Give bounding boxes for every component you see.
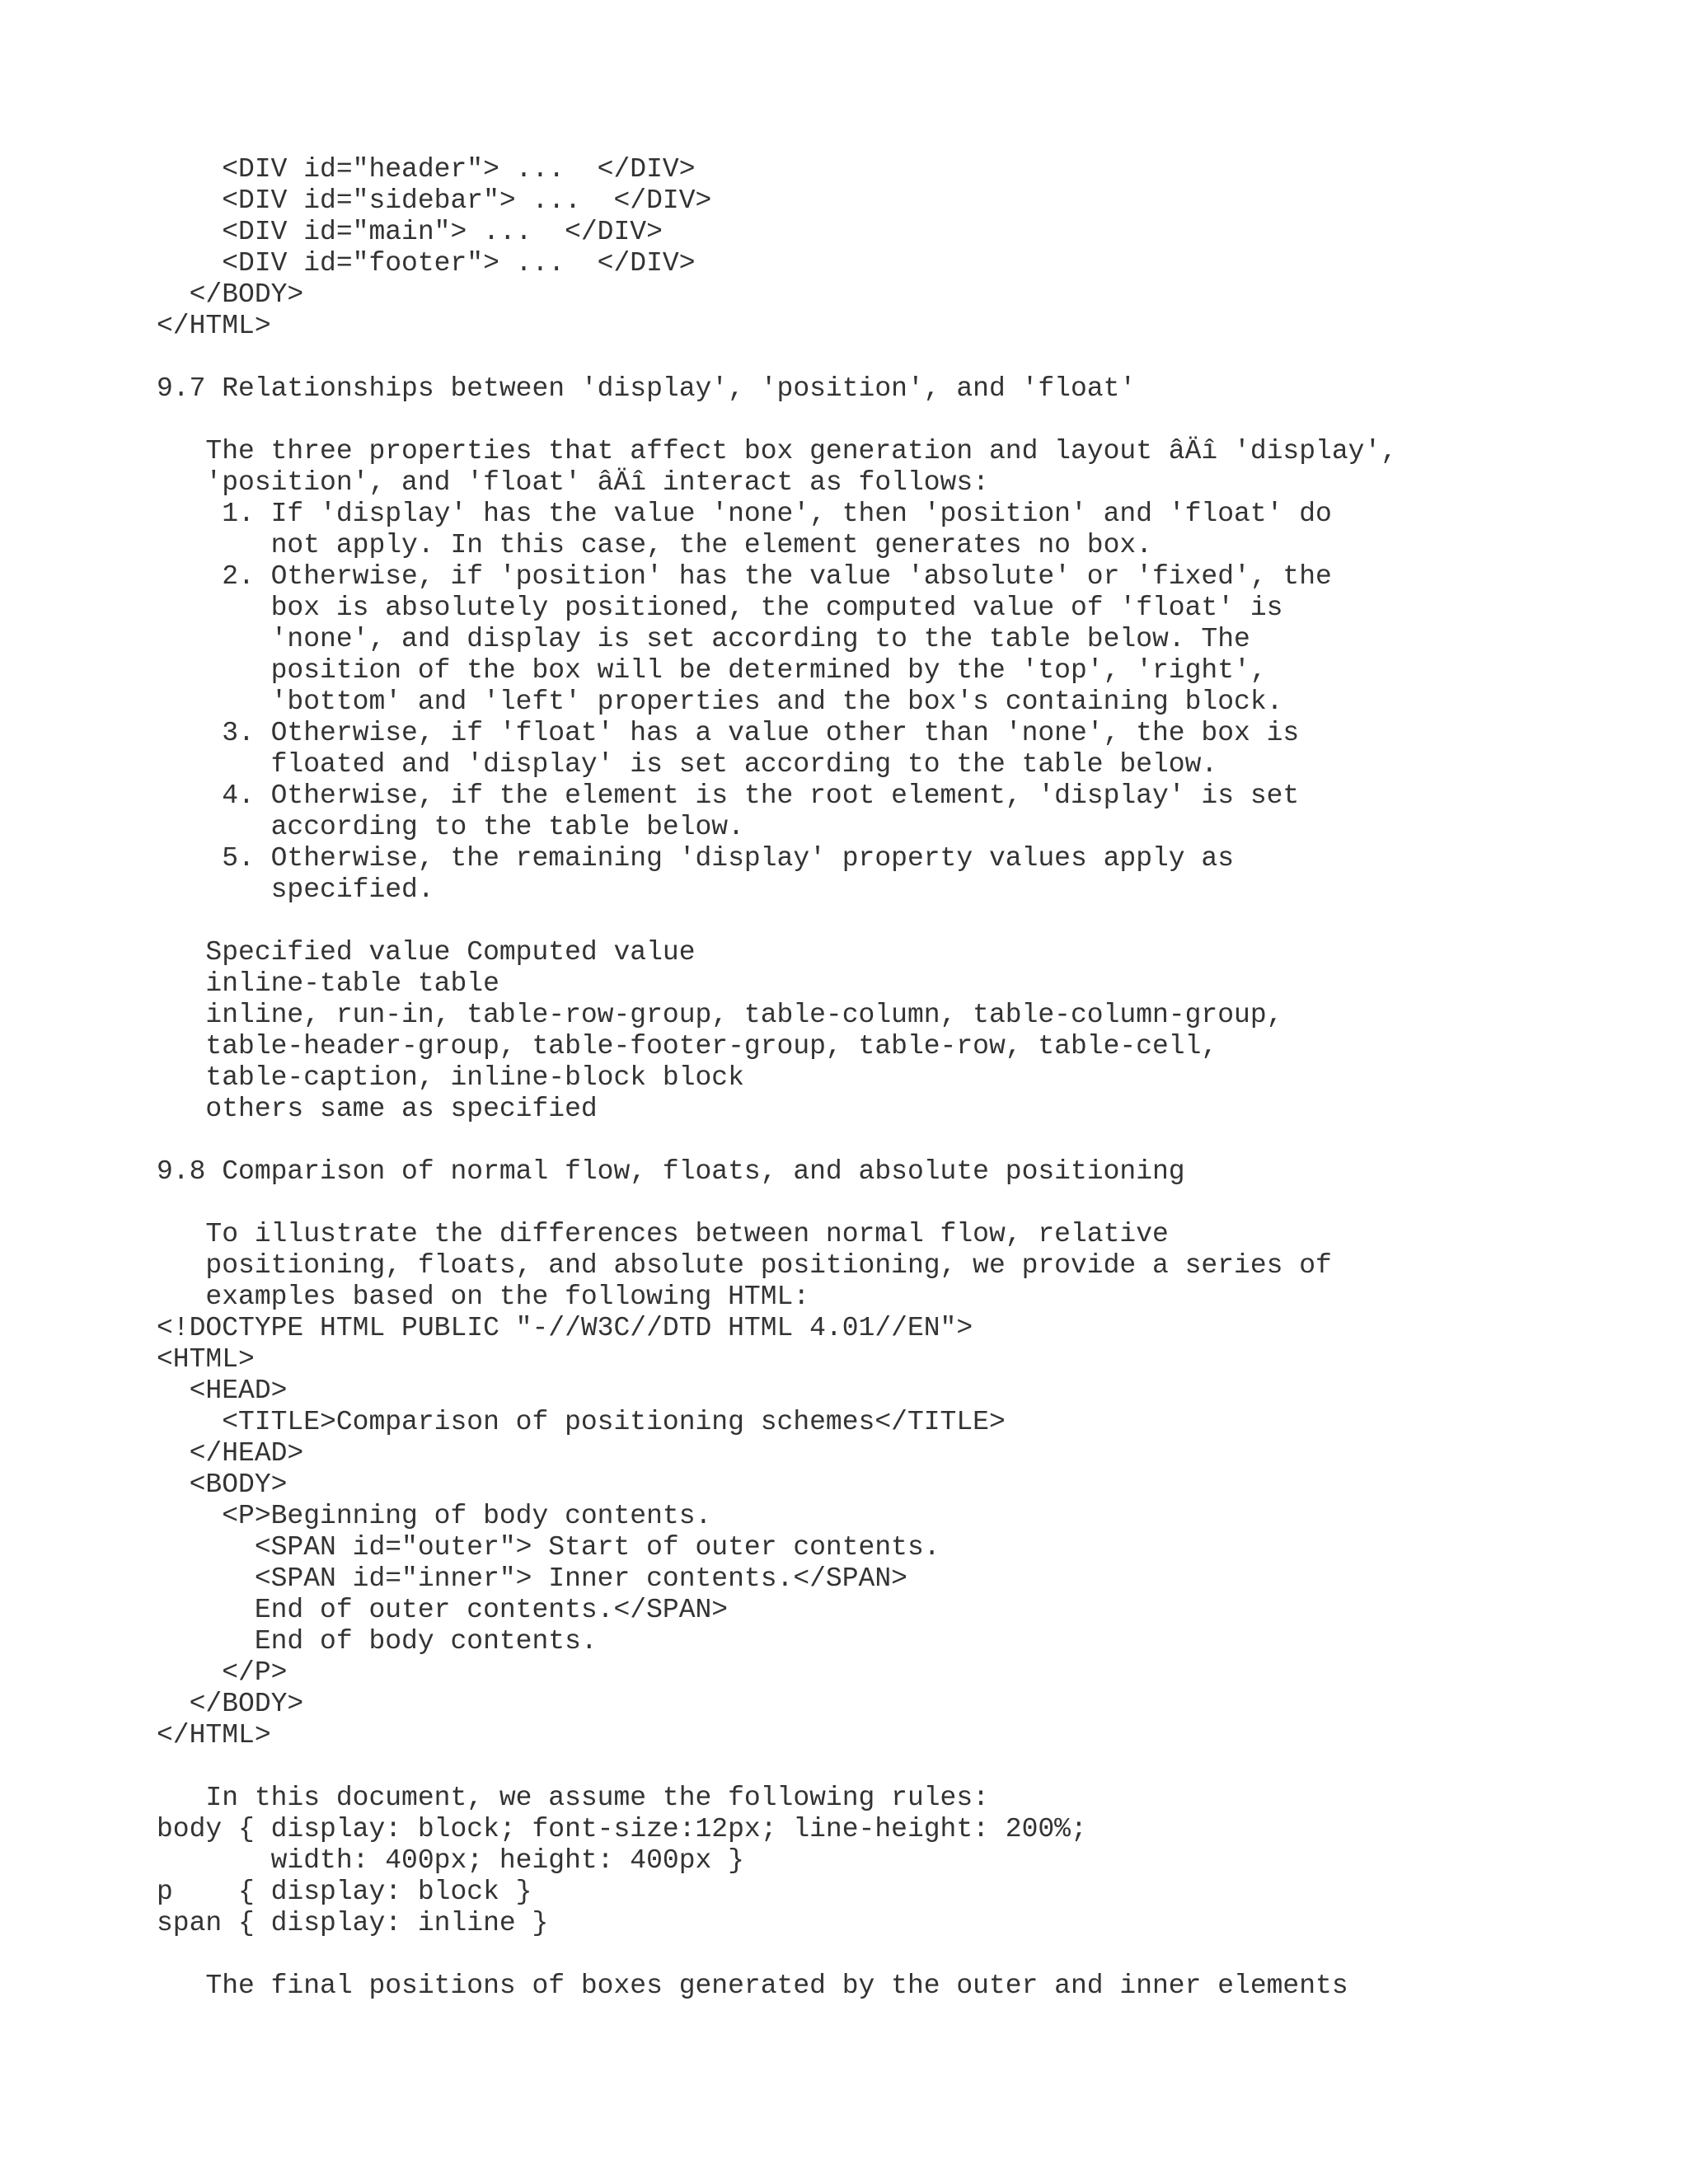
code-line: <HEAD> <box>157 1376 288 1406</box>
code-line: width: 400px; height: 400px } <box>157 1845 744 1876</box>
code-line: p { display: block } <box>157 1877 532 1907</box>
text-line: </BODY> <box>157 279 304 310</box>
list-item: 3. Otherwise, if 'float' has a value other than 'none', the box is <box>157 718 1300 748</box>
text-line: 'none', and display is set according to the table below. The <box>157 624 1250 654</box>
code-line: <P>Beginning of body contents. <box>157 1501 712 1531</box>
code-line: End of outer contents.</SPAN> <box>157 1595 729 1625</box>
text-line: examples based on the following HTML: <box>157 1282 810 1312</box>
code-line: </BODY> <box>157 1689 304 1719</box>
table-row: inline-table table <box>157 968 499 999</box>
table-row: others same as specified <box>157 1094 598 1124</box>
text-line: 'bottom' and 'left' properties and the box's containing block. <box>157 687 1283 717</box>
text-line: specified. <box>157 874 434 905</box>
list-item: 4. Otherwise, if the element is the root element, 'display' is set <box>157 780 1300 811</box>
code-line: End of body contents. <box>157 1626 598 1657</box>
table-header: Specified value Computed value <box>157 937 696 968</box>
text-line: The three properties that affect box generation and layout âÄî 'display', <box>157 436 1398 466</box>
text-line: To illustrate the differences between normal flow, relative <box>157 1219 1169 1249</box>
text-line: position of the box will be determined by the 'top', 'right', <box>157 655 1267 686</box>
text-line: 'position', and 'float' âÄî interact as follows: <box>157 467 989 498</box>
code-line: </P> <box>157 1657 288 1688</box>
text-line: The final positions of boxes generated by the outer and inner elements <box>157 1971 1348 2001</box>
code-line: <HTML> <box>157 1344 255 1375</box>
code-line: <SPAN id="outer"> Start of outer contents. <box>157 1532 940 1563</box>
code-line: span { display: inline } <box>157 1908 549 1938</box>
text-line: <DIV id="sidebar"> ... </DIV> <box>157 185 712 216</box>
code-line: body { display: block; font-size:12px; line-height: 200%; <box>157 1814 1087 1844</box>
text-line: positioning, floats, and absolute positioning, we provide a series of <box>157 1250 1332 1281</box>
code-line: </HEAD> <box>157 1438 304 1469</box>
text-line: according to the table below. <box>157 812 744 842</box>
table-row: table-caption, inline-block block <box>157 1062 744 1093</box>
text-line: </HTML> <box>157 311 271 341</box>
text-line: <DIV id="header"> ... </DIV> <box>157 154 696 185</box>
list-item: 5. Otherwise, the remaining 'display' property values apply as <box>157 843 1235 874</box>
code-line: <TITLE>Comparison of positioning schemes</TITLE> <box>157 1407 1006 1437</box>
list-item: 1. If 'display' has the value 'none', then 'position' and 'float' do <box>157 499 1332 529</box>
table-row: table-header-group, table-footer-group, table-row, table-cell, <box>157 1031 1218 1062</box>
table-row: inline, run-in, table-row-group, table-column, table-column-group, <box>157 1000 1283 1030</box>
code-line: <BODY> <box>157 1469 288 1500</box>
text-line: In this document, we assume the following rules: <box>157 1783 989 1813</box>
text-line: not apply. In this case, the element generates no box. <box>157 530 1152 560</box>
code-line: </HTML> <box>157 1720 271 1750</box>
text-line: <DIV id="footer"> ... </DIV> <box>157 248 696 279</box>
code-line: <SPAN id="inner"> Inner contents.</SPAN> <box>157 1563 907 1594</box>
section-heading: 9.7 Relationships between 'display', 'position', and 'float' <box>157 373 1137 404</box>
text-line: box is absolutely positioned, the computed value of 'float' is <box>157 593 1283 623</box>
text-line: floated and 'display' is set according to the table below. <box>157 749 1218 780</box>
code-line: <!DOCTYPE HTML PUBLIC "-//W3C//DTD HTML 4.01//EN"> <box>157 1313 973 1343</box>
text-line: <DIV id="main"> ... </DIV> <box>157 217 663 247</box>
list-item: 2. Otherwise, if 'position' has the value 'absolute' or 'fixed', the <box>157 561 1332 592</box>
section-heading: 9.8 Comparison of normal flow, floats, and absolute positioning <box>157 1156 1185 1187</box>
